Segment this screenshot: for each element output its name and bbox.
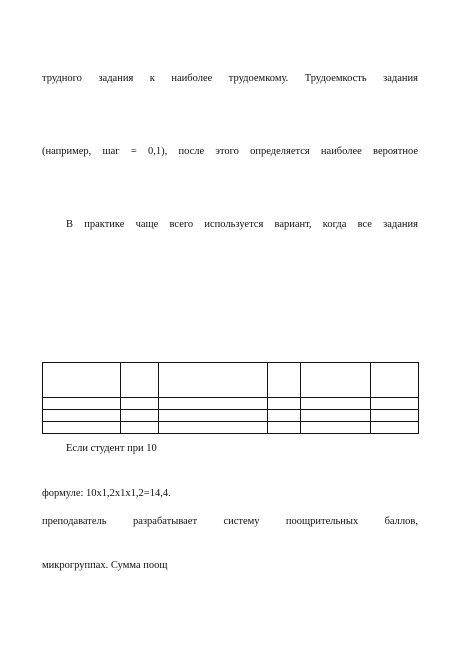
table-cell [268, 363, 301, 398]
table-cell [121, 398, 159, 410]
table-cell [121, 363, 159, 398]
empty-table [42, 362, 419, 434]
table-row [43, 410, 419, 422]
table-cell [371, 363, 419, 398]
text-line-4: Если студент при 10 [66, 443, 157, 454]
table-cell [268, 422, 301, 434]
table-cell [159, 422, 268, 434]
table-cell [301, 398, 371, 410]
text-line-7: микрогруппах. Сумма поощ [42, 560, 168, 571]
table-row [43, 398, 419, 410]
table-cell [301, 410, 371, 422]
table-cell [121, 410, 159, 422]
table-cell [371, 398, 419, 410]
table-cell [301, 422, 371, 434]
table-cell [43, 363, 121, 398]
table-cell [268, 410, 301, 422]
table-cell [159, 410, 268, 422]
text-line-6: преподаватель разрабатывает систему поощрительных баллов, [42, 516, 418, 527]
table-header-row [43, 363, 419, 398]
table-cell [159, 363, 268, 398]
text-line-5: формуле: 10х1,2х1х1,2=14,4. [42, 488, 171, 499]
text-line-1: трудного задания к наиболее трудоемкому. Трудоемкость задания [42, 73, 418, 84]
table-row [43, 422, 419, 434]
table-cell [371, 410, 419, 422]
table-cell [371, 422, 419, 434]
text-line-2: (например, шаг = 0,1), после этого определяется наиболее вероятное [42, 146, 418, 157]
table-cell [43, 422, 121, 434]
table-cell [121, 422, 159, 434]
table-cell [301, 363, 371, 398]
text-line-3: В практике чаще всего используется вариант, когда все задания [66, 219, 418, 230]
table-cell [159, 398, 268, 410]
table-cell [43, 398, 121, 410]
table-cell [43, 410, 121, 422]
table-cell [268, 398, 301, 410]
